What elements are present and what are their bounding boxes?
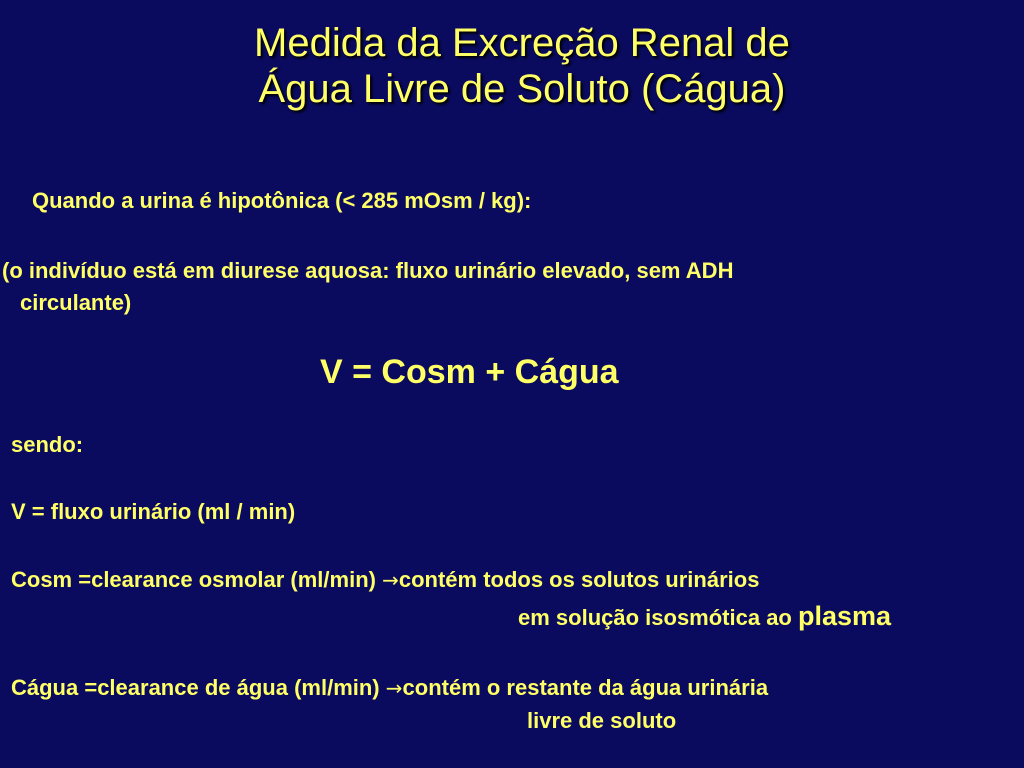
- sendo-label: sendo:: [11, 432, 84, 457]
- title-line-1: Medida da Excreção Renal de: [254, 21, 790, 65]
- formula: V = Cosm + Cágua: [320, 353, 619, 391]
- context-line-1: (o indivíduo está em diurese aquosa: fluxo urinário elevado, sem ADH: [2, 258, 734, 283]
- definition-cagua-meaning: contém o restante da água urinária: [402, 675, 769, 700]
- definition-cosm-continuation: [518, 603, 891, 631]
- definition-v: V = fluxo urinário (ml / min): [11, 499, 296, 524]
- context-line-2: circulante): [20, 290, 132, 315]
- right-arrow-icon: →: [382, 568, 399, 592]
- definition-cosm: [11, 567, 759, 593]
- definition-cosm-solution: em solução isosmótica ao: [518, 605, 798, 630]
- plasma-word: plasma: [797, 601, 892, 631]
- definition-cagua: [11, 675, 768, 701]
- definition-cagua-continuation: livre de soluto: [527, 708, 677, 733]
- definition-cagua-term: Cágua =clearance de água (ml/min): [11, 675, 386, 700]
- definition-cosm-term: Cosm =clearance osmolar (ml/min): [11, 567, 383, 592]
- title-line-2: Água Livre de Soluto (Cágua): [258, 67, 786, 111]
- right-arrow-icon-2: →: [385, 676, 403, 700]
- condition-text: Quando a urina é hipotônica (< 285 mOsm / kg):: [32, 188, 532, 213]
- slide-title: [0, 20, 1024, 112]
- definition-cosm-meaning: contém todos os solutos urinários: [398, 567, 760, 592]
